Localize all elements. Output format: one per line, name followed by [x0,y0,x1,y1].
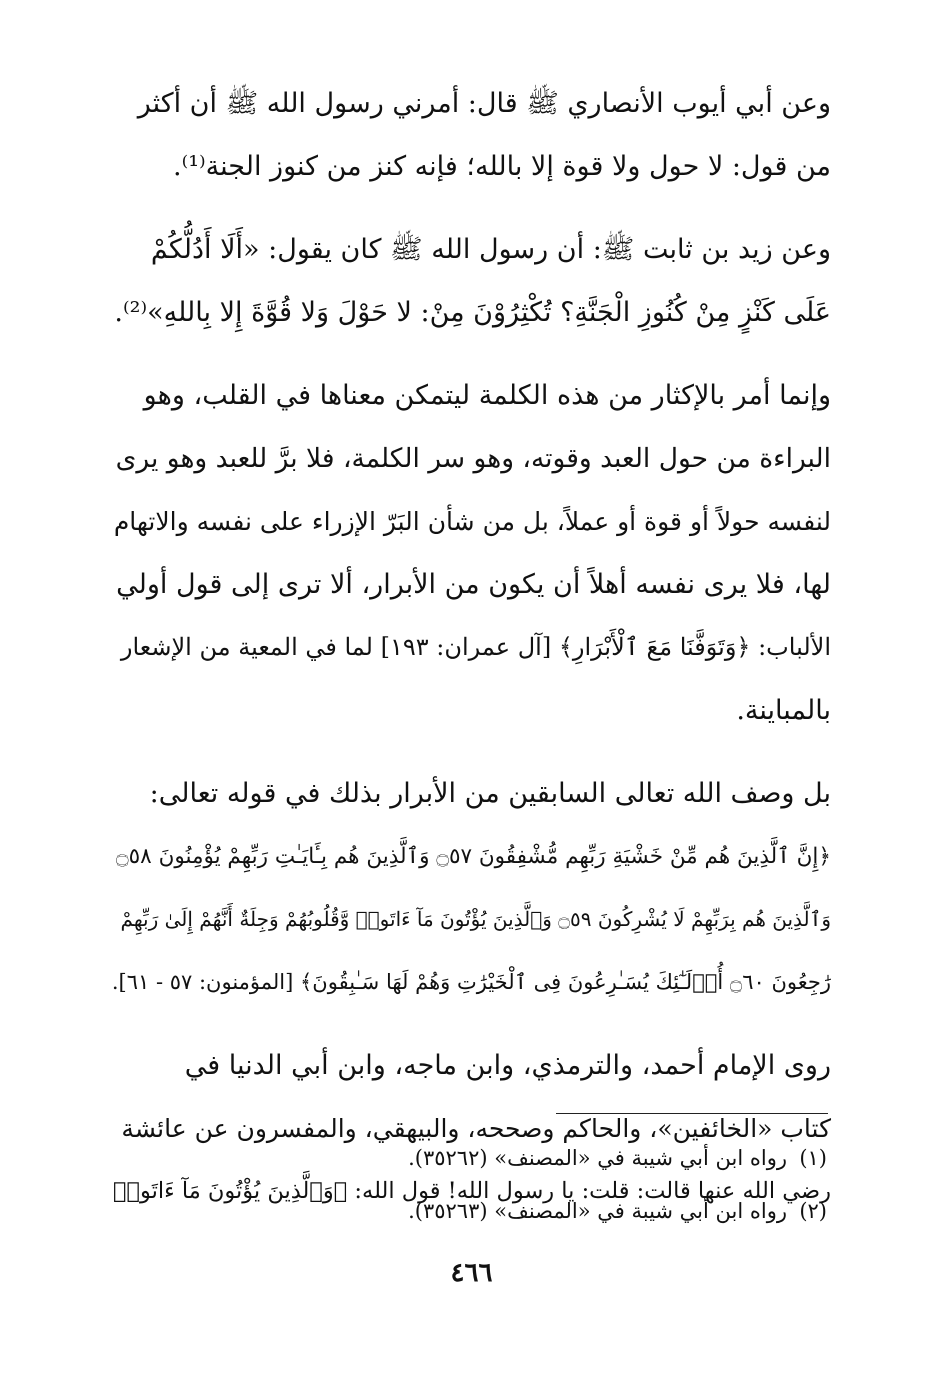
text-line: روى الإمام أحمد، والترمذي، وابن ماجه، وابن أبي الدنيا في [184,1050,831,1081]
text-line: وعن زيد بن ثابت ﷺ: أن رسول الله ﷺ كان يقول: «أَلَا أَدُلُّكُمْ [150,234,831,265]
text-line: من قول: لا حول ولا قوة إلا بالله؛ فإنه كنز من كنوز الجنة⁽¹⁾. [172,151,831,182]
page-number: ٤٦٦ [450,1258,493,1288]
text-line: الألباب: ﴿وَتَوَفَّنَا مَعَ ٱلْأَبْرَارِ﴾ [آل عمران: ١٩٣] لما في المعية من الإشعار [120,633,831,661]
paragraph [112,364,831,742]
text-line: رَٰجِعُونَ ۝٦٠ أُو۟لَـٰٓئِكَ يُسَـٰرِعُونَ فِى ٱلْخَيْرَٰتِ وَهُمْ لَهَا سَـٰبِقُونَ﴾ [المؤمنون: ٥٧ - ٦١]. [111,970,831,994]
footnote [127,1185,827,1238]
text-line: عَلَى كَنْزٍ مِنْ كُنُوزِ الْجَنَّةِ؟ تُكْثِرُوْنَ مِنْ: لا حَوْلَ وَلا قُوَّةَ إِلا بِاللهِ»⁽²⁾. [114,297,831,328]
footnote-number: (١) [799,1146,827,1170]
text-line: ﴿إِنَّ ٱلَّذِينَ هُم مِّنْ خَشْيَةِ رَبِّهِم مُّشْفِقُونَ ۝٥٧ وَٱلَّذِينَ هُم بِـَٔايَـٰتِ رَبِّهِمْ يُؤْمِنُونَ ۝٥٨ [116,844,831,869]
footnote [127,1132,827,1185]
paragraph [112,762,831,1014]
text-line: وَٱلَّذِينَ هُم بِرَبِّهِمْ لَا يُشْرِكُونَ ۝٥٩ وَٱلَّذِينَ يُؤْتُونَ مَآ ءَاتَوا۟ وَّقُلُوبُهُمْ وَجِلَةٌ أَنَّهُمْ إِلَىٰ رَبِّهِمْ [120,907,831,931]
text-line: وإنما أمر بالإكثار من هذه الكلمة ليتمكن معناها في القلب، وهو [143,380,831,411]
text-line: لها، فلا يرى نفسه أهلاً أن يكون من الأبرار، ألا ترى إلى قول أولي [116,569,831,600]
text-line: كتاب «الخائفين»، والحاكم وصححه، والبيهقي، والمفسرون عن عائشة [121,1114,831,1143]
footnote-text: رواه ابن أبي شيبة في «المصنف» (٣٥٢٦٢). [408,1146,787,1170]
footnotes [127,1132,827,1238]
text-line: بالمباينة. [736,695,831,726]
footnote-divider [556,1113,828,1114]
text-line: البراءة من حول العبد وقوته، وهو سر الكلمة، فلا برَّ للعبد وهو يرى [115,443,831,474]
footnote-text: رواه ابن أبي شيبة في «المصنف» (٣٥٢٦٣). [408,1199,787,1223]
text-line: رضي الله عنها قالت: قلت: يا رسول الله! قول الله: ﴿وَٱلَّذِينَ يُؤْتُونَ مَآ ءَاتَوا۟ [112,1178,831,1204]
body-text [112,72,831,1223]
footnote-number: (٢) [799,1199,827,1223]
text-line: وعن أبي أيوب الأنصاري ﷺ قال: أمرني رسول الله ﷺ أن أكثر [137,88,831,119]
paragraph [112,72,831,198]
text-line: بل وصف الله تعالى السابقين من الأبرار بذلك في قوله تعالى: [149,778,831,809]
paragraph [112,218,831,344]
text-line: لنفسه حولاً أو قوة أو عملاً، بل من شأن البَرّ الإزراء على نفسه والاتهام [113,507,831,536]
